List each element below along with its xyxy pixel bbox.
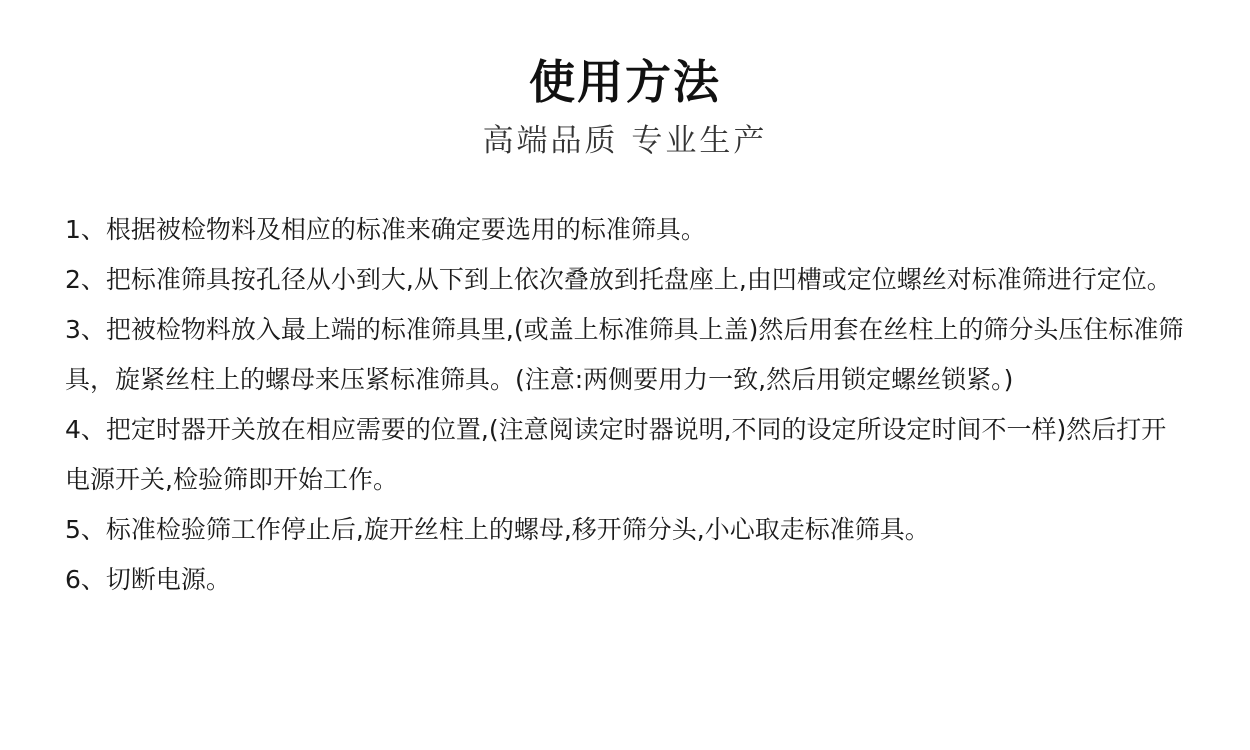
instruction-step-5: 5、标准检验筛工作停止后,旋开丝柱上的螺母,移开筛分头,小心取走标准筛具。 (65, 515, 930, 544)
page-subtitle: 高端品质 专业生产 (482, 123, 768, 159)
instruction-step-6: 6、切断电源。 (65, 565, 231, 594)
instruction-steps-list (65, 205, 1190, 605)
instruction-step-1: 1、根据被检物料及相应的标准来确定要选用的标准筛具。 (65, 215, 706, 244)
instruction-step-2: 2、把标准筛具按孔径从小到大,从下到上依次叠放到托盘座上,由凹槽或定位螺丝对标准筛进行定位。 (65, 265, 1172, 294)
instruction-step-3: 3、把被检物料放入最上端的标准筛具里,(或盖上标准筛具上盖)然后用套在丝柱上的筛分头压住标准筛具，旋紧丝柱上的螺母来压紧标准筛具。(注意:两侧要用力一致,然后用锁定螺丝锁紧。) (65, 315, 1184, 394)
instruction-step-4: 4、把定时器开关放在相应需要的位置,(注意阅读定时器说明,不同的设定所设定时间不一样)然后打开电源开关,检验筛即开始工作。 (65, 415, 1167, 494)
page-title: 使用方法 (529, 55, 721, 109)
